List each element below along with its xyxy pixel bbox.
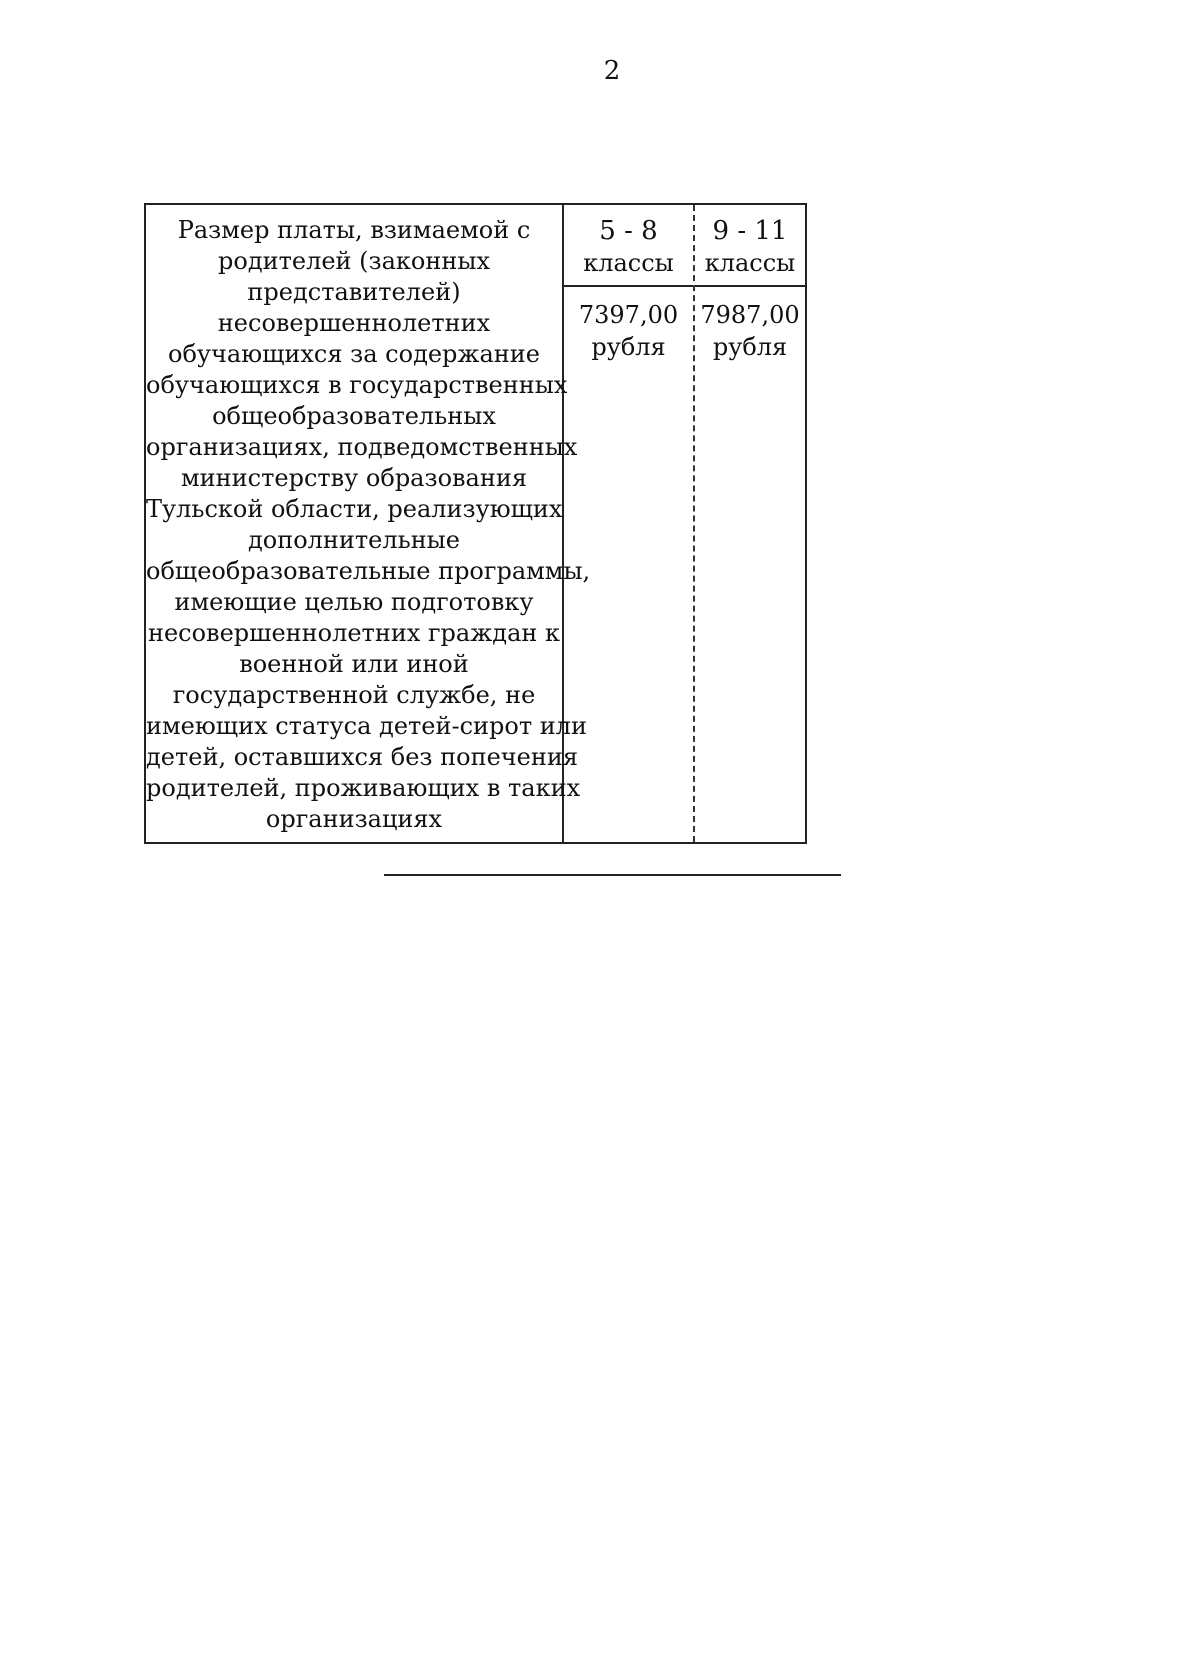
fee-amount: 7397,00 bbox=[578, 301, 679, 329]
grades-9-11-header bbox=[695, 205, 805, 287]
description-line: государственной службе, не bbox=[172, 681, 536, 709]
description-line: дополнительные bbox=[247, 526, 460, 554]
description-line: общеобразовательных bbox=[212, 402, 496, 430]
description-line: организациях bbox=[265, 805, 443, 833]
description-line: общеобразовательные программы, bbox=[146, 557, 591, 585]
description-line: обучающихся в государственных bbox=[146, 371, 568, 399]
description-line: представителей) bbox=[247, 278, 461, 306]
grades-5-8-header bbox=[564, 205, 693, 287]
grades-5-8-fee-cell bbox=[564, 287, 693, 363]
grade-word-label: классы bbox=[704, 249, 796, 277]
grade-word-label: классы bbox=[583, 249, 674, 277]
end-of-document-rule bbox=[384, 874, 841, 876]
description-line: родителей, проживающих в таких bbox=[146, 774, 581, 802]
grade-range-label: 5 - 8 bbox=[599, 216, 658, 246]
grades-9-11-column bbox=[695, 205, 805, 842]
grades-5-8-column bbox=[564, 205, 695, 842]
description-line: военной или иной bbox=[239, 650, 469, 678]
description-line: министерству образования bbox=[181, 464, 527, 492]
description-line: несовершеннолетних граждан к bbox=[147, 619, 561, 647]
description-line: Тульской области, реализующих bbox=[146, 495, 563, 523]
fee-currency: рубля bbox=[591, 333, 666, 361]
grade-range-label: 9 - 11 bbox=[712, 216, 788, 246]
fee-description-cell bbox=[146, 205, 591, 842]
fee-table bbox=[144, 203, 807, 844]
description-line: несовершеннолетних bbox=[217, 309, 491, 337]
description-line: Размер платы, взимаемой с bbox=[177, 216, 531, 244]
description-line: имеющие целью подготовку bbox=[174, 588, 534, 616]
description-line: родителей (законных bbox=[218, 247, 490, 275]
description-line: организациях, подведомственных bbox=[146, 433, 578, 461]
description-line: обучающихся за содержание bbox=[168, 340, 540, 368]
description-line: детей, оставшихся без попечения bbox=[146, 743, 578, 771]
page-number: 2 bbox=[603, 56, 621, 86]
fee-currency: рубля bbox=[712, 333, 788, 361]
description-line: имеющих статуса детей-сирот или bbox=[146, 712, 587, 740]
grades-9-11-fee-cell bbox=[695, 287, 805, 363]
fee-amount: 7987,00 bbox=[700, 301, 800, 329]
